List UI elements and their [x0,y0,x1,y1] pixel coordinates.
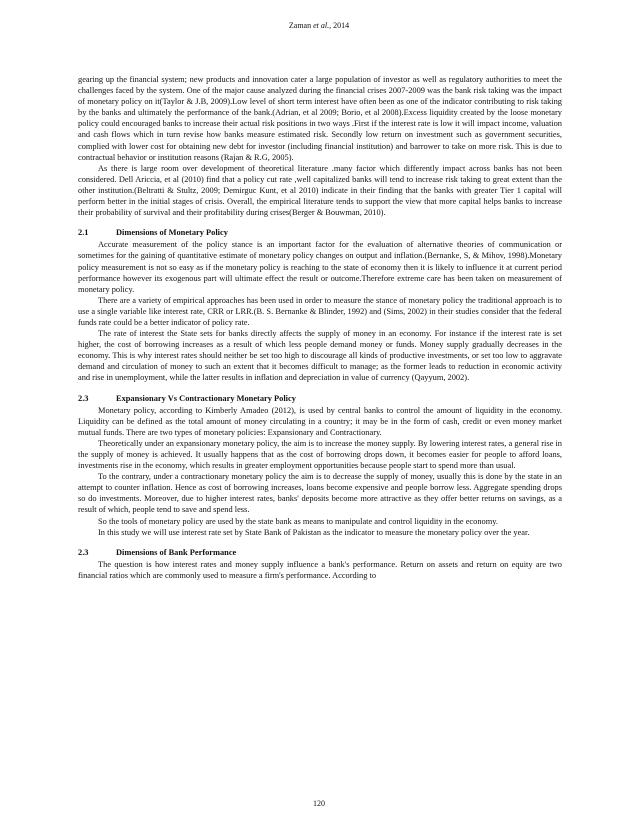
header-year: 2014 [333,21,350,30]
section-number: 2.3 [78,393,89,403]
paragraph-intro-1: gearing up the financial system; new products and innovation cater a large population of investor as well as regulatory authorities to meet the challenges faced by the system. One of the major cause analyzed during the financial crises 2007-2009 was the bank risk taking was the impact of monetary policy on it(Taylor & J.B, 2009).Low level of short term interest have often been as one of the indicator contributing to risk taking by the banks and ultimately the performance of the bank.(Adrian, et al 2009; Borio, et al 2008).Excess liquidity created by the loose monetary policy could encouraged banks to increase their actual risk positions in two ways .First if the interest rate is low it will impact income, valuation and cash flows which in turn revise how banks measure estimated risk. Secondly low return on investment such as government securities, complied with lower cost for obtaining new debt for investor (including financial institution) and barrower to take on more risk. This is due to contractual behavior or institution reasons (Rajan & R.G, 2005). [78,75,562,162]
section-title: Dimensions of Monetary Policy [116,228,228,238]
paragraph-2-3-2: Theoretically under an expansionary monetary policy, the aim is to increase the money supply. By lowering interest rates, a general rise in the supply of money is achieved. It usually happens that as the cost of borrowing drops down, it becomes easier for people to afford loans, investments rise in the economy, which results in greater employment opportunities because people start to spend more than usual. [78,438,562,471]
paragraph-2-3b-1: The question is how interest rates and money supply influence a bank's performance. Return on assets and return on equity are two financial ratios which are commonly used to measure a firm's performance. According to [78,559,562,580]
paragraph-2-1-3: The rate of interest the State sets for banks directly affects the supply of money in an economy. For instance if the interest rate is set higher, the cost of borrowing increases as a result of which less people demand money or funds. Money supply gradually decreases in the economy. This is why interest rates should neither be set too high to discourage all kinds of productive investments, or set too low to aggravate demand and circulation of money to such an extent that it becomes difficult to manage; as the former leads to reduction in economic activity and rise in unemployment, while the latter results in inflation and depreciation in value of currency (Qayyum, 2002). [78,329,562,383]
section-heading-2-3-monetary [78,393,562,404]
paragraph-intro-2: As there is large room over development of theoretical literature .many factor which differently impact across banks has not been considered. Dell Ariccia, et al (2010) find that a policy cut rate ,well capitalized banks will tend to increase risk taking to great extent than the other institution.(Beltratti & Stultz, 2009; Demirguc Kunt, et al 2010) indicate in their finding that the banks with greater Tier 1 capital will perform better in the initial stages of crisis. Overall, the empirical literature tends to support the view that more capital helps banks to increase their probability of survival and their profitability during crises(Berger & Bouwman, 2010). [78,163,562,218]
running-header [0,21,638,31]
section-number: 2.3 [78,547,89,557]
section-title: Expansionary Vs Contractionary Monetary Policy [116,393,296,403]
paragraph-2-3-5: In this study we will use interest rate set by State Bank of Pakistan as the indicator to measure the monetary policy over the year. [98,527,530,537]
paragraph-2-1-2: There are a variety of empirical approaches has been used in order to measure the stance of monetary policy the traditional approach is to use a single variable like interest rate, CRR or LRR.(B. S. Bernanke & Blinder, 1992) and (Sims, 2002) in their studies consider that the federal funds rate could be a better indicator of policy rate. [78,295,562,327]
paragraph-2-3-1: Monetary policy, according to Kimberly Amadeo (2012), is used by central banks to control the amount of liquidity in the economy. Liquidity can be defined as the total amount of money circulating in a country; it may be in the form of cash, credit or even money market mutual funds. There are two types of monetary policies: Expansionary and Contractionary. [78,405,562,437]
page-body [78,74,562,581]
section-title: Dimensions of Bank Performance [116,547,237,557]
page-number: 120 [313,799,325,808]
section-heading-2-1 [78,227,562,238]
paragraph-2-3-4: So the tools of monetary policy are used by the state bank as means to manipulate and control liquidity in the economy. [98,516,498,526]
section-heading-2-3-bank [78,547,562,558]
section-number: 2.1 [78,228,89,238]
header-author: Zaman [288,21,312,30]
paragraph-2-1-1: Accurate measurement of the policy stance is an important factor for the evaluation of alternative theories of communication or sometimes for the gaining of quantitative estimate of monetary policy changes on output and inflation.(Bernanke, S, & Mihov, 1998).Monetary policy measurement is not so easy as if the monetary policy is reaching to the state of economy then it is likely to influence it at current period performance however its exogenous part will ultimate effect the result or outcome.Therefore extreme care has been taken on measurement of monetary policy. [78,240,562,294]
header-etal: et al., [313,21,332,30]
paragraph-2-3-3: To the contrary, under a contractionary monetary policy the aim is to decrease the supply of money, usually this is done by the state in an attempt to counter inflation. Hence as cost of borrowing increases, loans become expensive and people borrow less. Aggregate spending drops so do investments. Moreover, due to higher interest rates, banks' deposits become more attractive as they offer better returns on savings, as a result of which, people tend to save and spend less. [78,472,562,515]
